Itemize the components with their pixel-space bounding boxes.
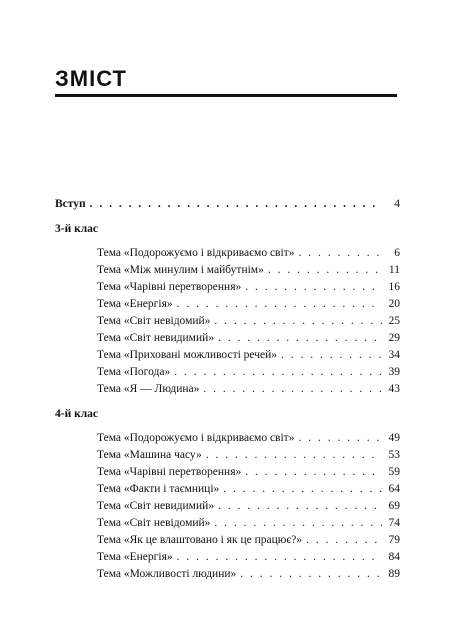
toc-entry[interactable] [55, 447, 400, 464]
dot-leader [177, 296, 382, 313]
toc-entry[interactable] [55, 381, 400, 398]
dot-leader [203, 381, 382, 398]
toc-entry-page: 34 [388, 349, 400, 361]
table-of-contents [55, 196, 400, 583]
dot-leader [214, 515, 382, 532]
toc-entry-page: 69 [388, 500, 400, 512]
toc-entry-label: Тема «Світ невидимий» [97, 500, 214, 512]
toc-entry-label: Тема «Подорожуємо і відкриваємо світ» [97, 432, 295, 444]
dot-leader [298, 245, 382, 262]
dot-leader [245, 464, 382, 481]
toc-entry-page: 29 [388, 332, 400, 344]
dot-leader [214, 313, 382, 330]
toc-entry-label: Тема «Світ невідомий» [97, 517, 211, 529]
toc-entry-label: Тема «Світ невидимий» [97, 332, 214, 344]
dot-leader [177, 549, 382, 566]
toc-entry[interactable] [55, 549, 400, 566]
section-heading-grade4: 4-й клас [55, 408, 99, 420]
page-title: ЗМІСТ [55, 66, 127, 91]
toc-entry[interactable] [55, 296, 400, 313]
toc-entry-label: Тема «Чарівні перетворення» [97, 466, 242, 478]
toc-entry-page: 64 [388, 483, 400, 495]
toc-entry-page: 20 [388, 298, 400, 310]
toc-entry-page: 39 [388, 366, 400, 378]
dot-leader [268, 262, 382, 279]
toc-entry-label: Тема «Погода» [97, 366, 171, 378]
toc-entry-page: 84 [388, 551, 400, 563]
toc-entry[interactable] [55, 498, 400, 515]
toc-entry[interactable] [55, 245, 400, 262]
toc-entry-page: 49 [388, 432, 400, 444]
toc-entry-label: Тема «Енергія» [97, 298, 173, 310]
toc-entry-page: 4 [394, 198, 400, 210]
dot-leader [306, 532, 382, 549]
toc-entry[interactable] [55, 430, 400, 447]
title-underline [55, 94, 397, 97]
toc-entry[interactable] [55, 279, 400, 296]
toc-entry-page: 6 [394, 247, 400, 259]
dot-leader [174, 364, 382, 381]
toc-entry-label: Тема «Між минулим і майбутнім» [97, 264, 264, 276]
section-heading-grade3: 3-й клас [55, 223, 99, 235]
toc-entry-page: 79 [388, 534, 400, 546]
toc-entry-label: Тема «Можливості людини» [97, 568, 237, 580]
toc-entry-label: Тема «Факти і таємниці» [97, 483, 220, 495]
toc-entry-label: Тема «Приховані можливості речей» [97, 349, 278, 361]
toc-entry-page: 11 [388, 264, 400, 276]
toc-entry[interactable] [55, 464, 400, 481]
dot-leader [240, 566, 382, 583]
toc-entry-page: 74 [388, 517, 400, 529]
toc-entry[interactable] [55, 364, 400, 381]
toc-entry[interactable] [55, 532, 400, 549]
toc-entry-label: Вступ [55, 198, 86, 210]
dot-leader [218, 330, 382, 347]
toc-entry-label: Тема «Чарівні перетворення» [97, 281, 242, 293]
dot-leader [218, 498, 382, 515]
toc-entry-page: 43 [388, 383, 400, 395]
toc-entry-intro[interactable] [55, 196, 400, 213]
toc-entry[interactable] [55, 262, 400, 279]
toc-entry-label: Тема «Як це влаштовано і як це працює?» [97, 534, 303, 546]
toc-entry-label: Тема «Я — Людина» [97, 383, 200, 395]
toc-entry-label: Тема «Машина часу» [97, 449, 202, 461]
section-list-grade4 [55, 430, 400, 583]
toc-entry-label: Тема «Світ невідомий» [97, 315, 211, 327]
toc-entry-page: 59 [388, 466, 400, 478]
toc-entry-page: 89 [388, 568, 400, 580]
toc-entry-page: 25 [388, 315, 400, 327]
toc-entry[interactable] [55, 313, 400, 330]
dot-leader [223, 481, 382, 498]
dot-leader [245, 279, 382, 296]
dot-leader [298, 430, 382, 447]
dot-leader [206, 447, 382, 464]
dot-leader [90, 196, 382, 213]
toc-entry-page: 16 [388, 281, 400, 293]
toc-entry[interactable] [55, 566, 400, 583]
toc-entry[interactable] [55, 515, 400, 532]
toc-entry-label: Тема «Подорожуємо і відкриваємо світ» [97, 247, 295, 259]
toc-entry[interactable] [55, 347, 400, 364]
dot-leader [281, 347, 382, 364]
section-list-grade3 [55, 245, 400, 398]
toc-entry[interactable] [55, 481, 400, 498]
toc-entry[interactable] [55, 330, 400, 347]
toc-entry-page: 53 [388, 449, 400, 461]
toc-entry-label: Тема «Енергія» [97, 551, 173, 563]
